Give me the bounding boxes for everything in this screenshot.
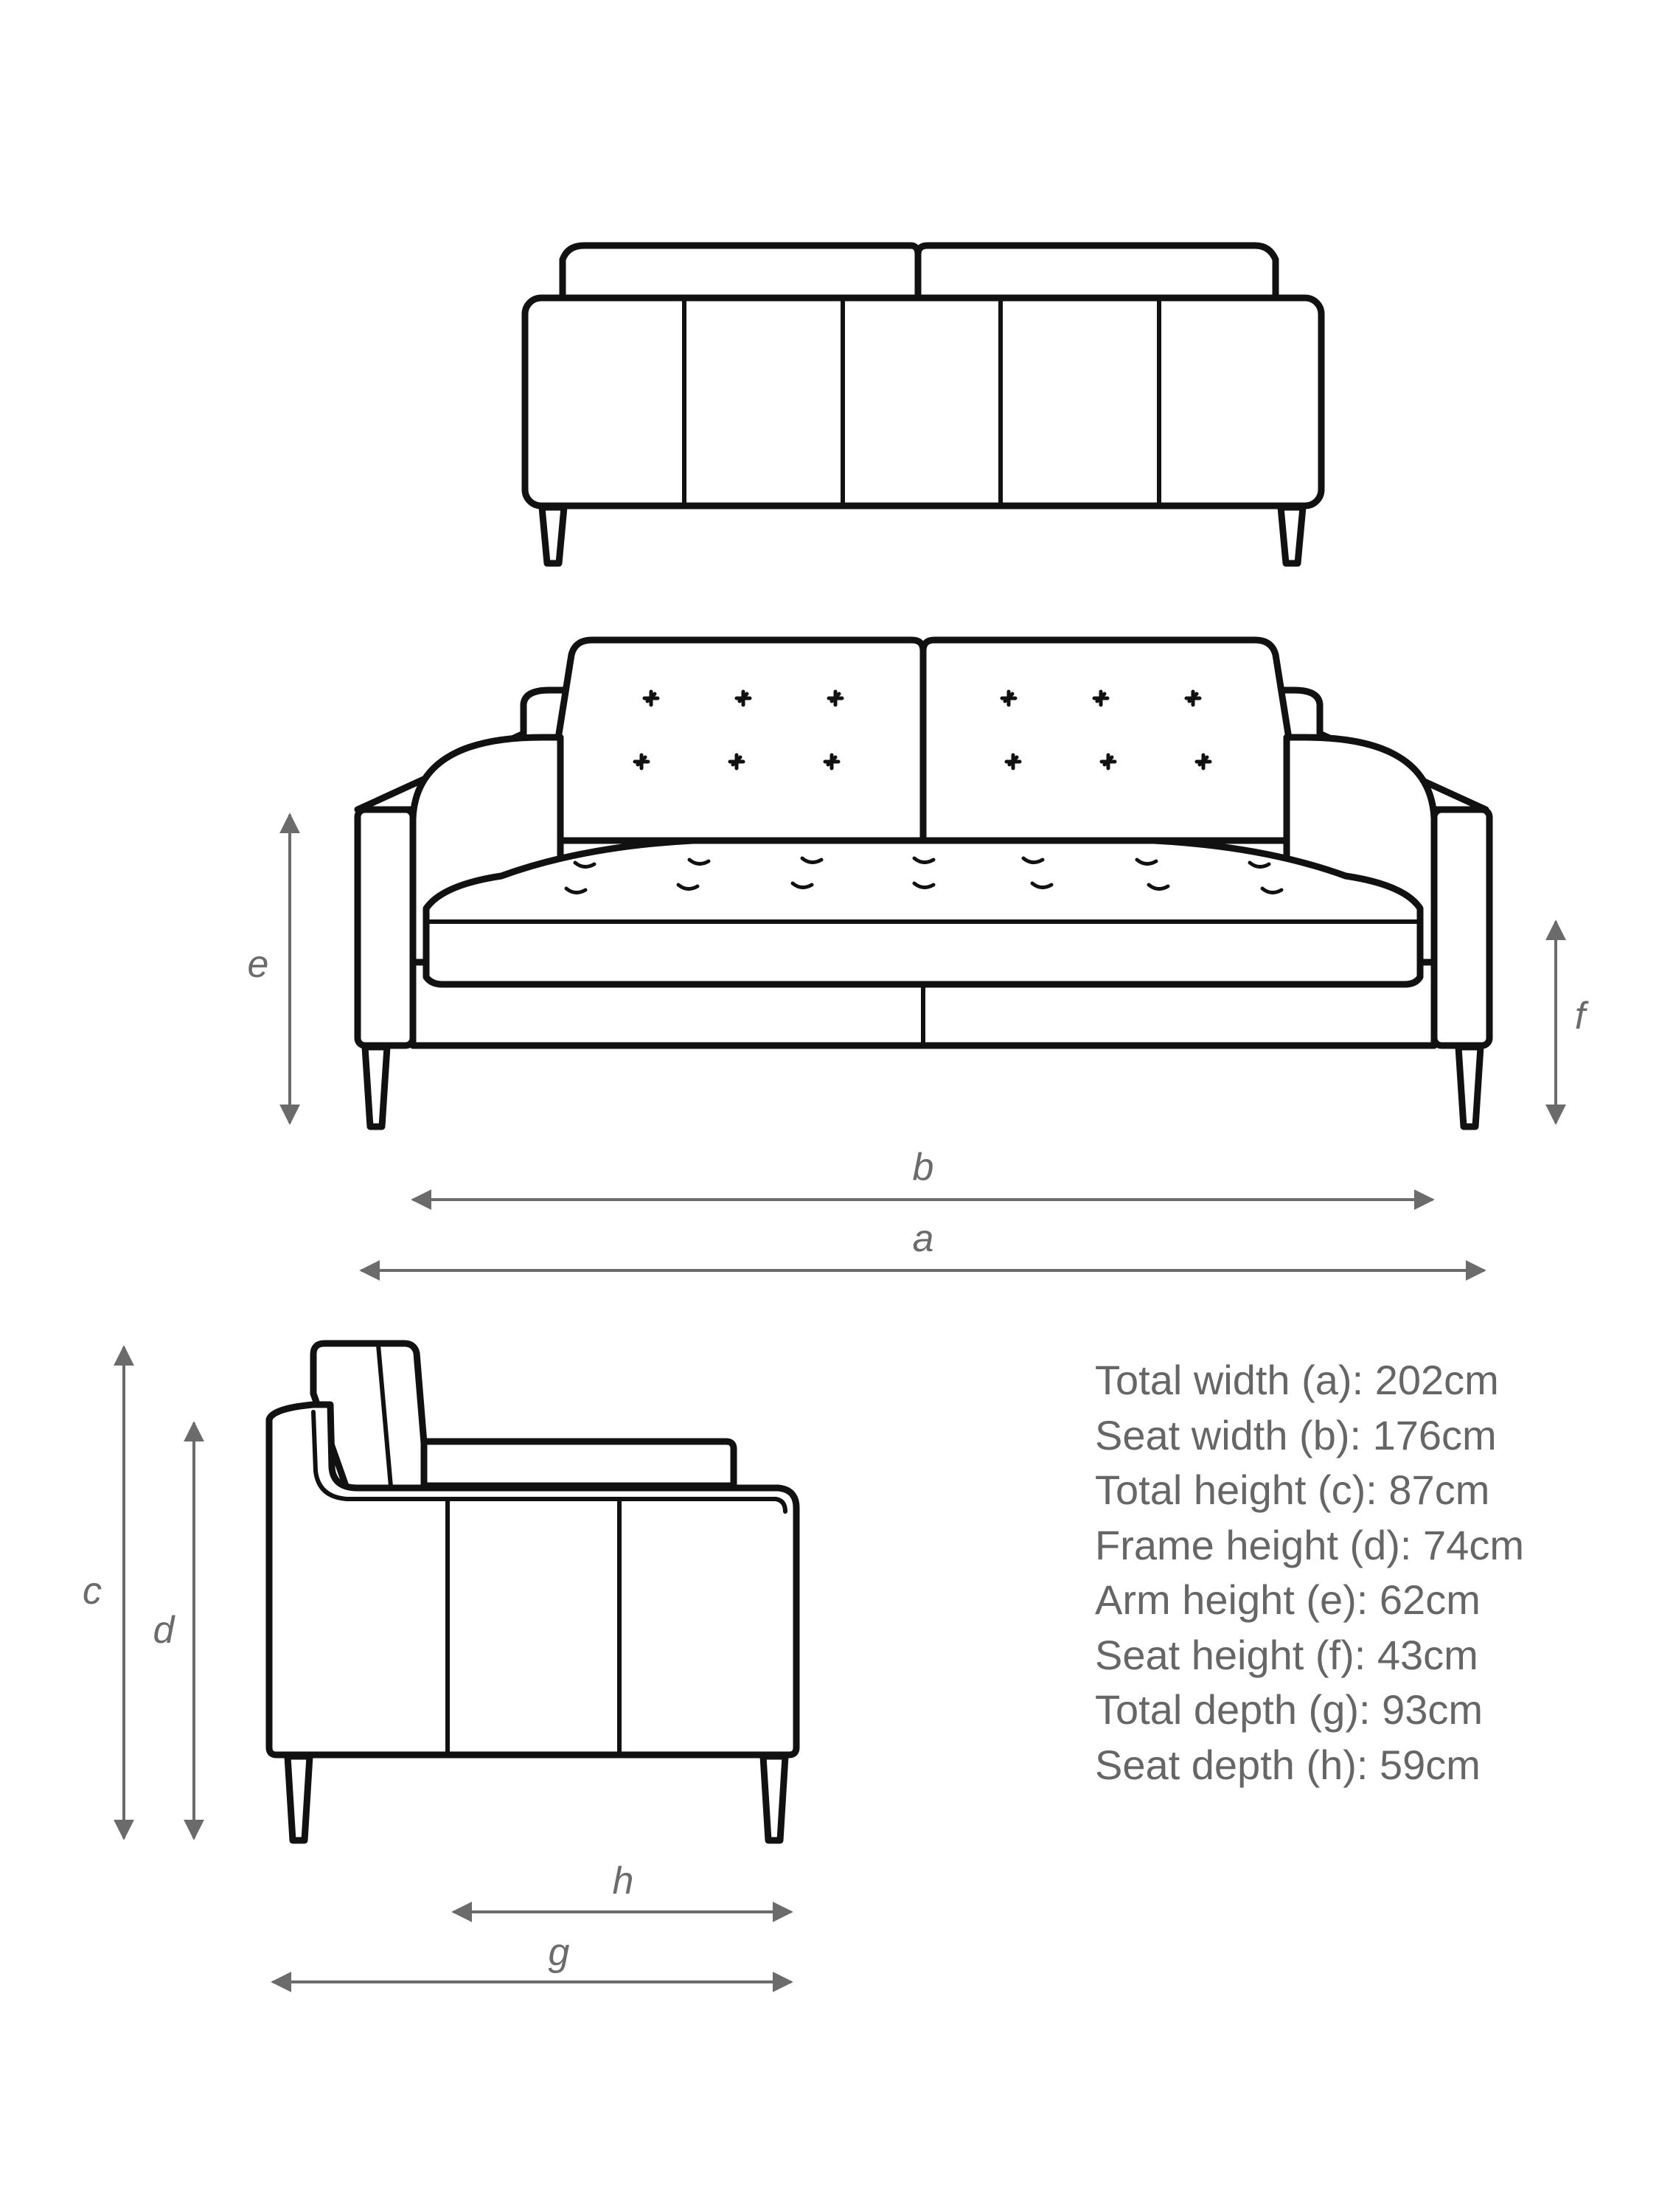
front-view-arm-right <box>1434 810 1489 1046</box>
front-view-arm-left <box>358 810 413 1046</box>
side-view-arm-top <box>424 1441 734 1486</box>
dimension-label-a: a <box>912 1217 934 1260</box>
spec-total-width: Total width (a): 202cm <box>1095 1357 1499 1403</box>
side-view-leg <box>288 1756 310 1840</box>
spec-seat-height: Seat height (f): 43cm <box>1095 1631 1478 1678</box>
front-view-leg <box>1458 1047 1481 1127</box>
back-view-cushion-top <box>563 246 918 299</box>
spec-total-depth: Total depth (g): 93cm <box>1095 1686 1484 1733</box>
dimension-label-g: g <box>548 1931 570 1974</box>
front-view-back-cushion-right <box>923 640 1305 841</box>
back-view-cushion-top <box>918 246 1276 299</box>
front-view-leg <box>365 1047 387 1127</box>
front-view-back-cushion-left <box>542 640 923 841</box>
spec-frame-height: Frame height (d): 74cm <box>1095 1521 1524 1568</box>
dimension-label-d: d <box>153 1609 175 1652</box>
spec-total-height: Total height (c): 87cm <box>1095 1467 1490 1513</box>
dimension-spec-list <box>1095 1353 1524 1792</box>
spec-seat-depth: Seat depth (h): 59cm <box>1095 1741 1481 1788</box>
sofa-side-view <box>269 1343 796 1840</box>
dimension-label-e: e <box>247 943 269 986</box>
sofa-back-view <box>525 246 1321 563</box>
back-view-frame <box>525 298 1321 506</box>
dimension-label-f: f <box>1574 995 1586 1037</box>
spec-seat-width: Seat width (b): 176cm <box>1095 1411 1497 1458</box>
dimension-label-h: h <box>612 1860 634 1902</box>
spec-arm-height: Arm height (e): 62cm <box>1095 1576 1481 1623</box>
side-view-leg <box>763 1756 785 1840</box>
sofa-front-view <box>358 640 1489 1127</box>
dimension-label-b: b <box>912 1146 934 1189</box>
back-view-leg <box>1281 507 1303 563</box>
back-view-leg <box>542 507 564 563</box>
dimension-label-c: c <box>83 1570 102 1613</box>
